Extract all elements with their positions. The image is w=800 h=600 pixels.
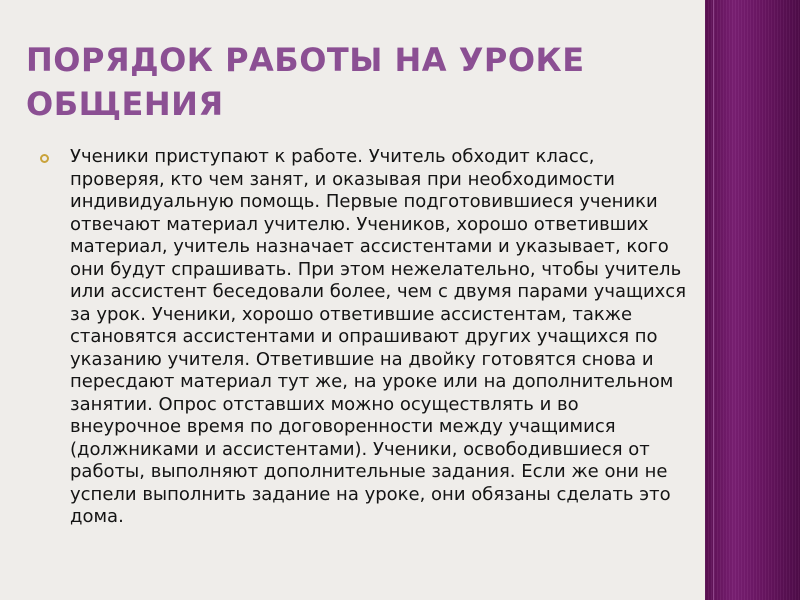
ring-bullet-icon (40, 154, 49, 163)
decorative-side-band (705, 0, 800, 600)
bullet-text: Ученики приступают к работе. Учитель обходит класс, проверяя, кто чем занят, и оказывая при необходимости индивидуальную помощь. Первые подготовившиеся ученики отвечают материал учителю. Учеников, хорошо ответивших материал, учитель назначает ассистентами и указывает, кого они будут спрашивать. При этом нежелательно, чтобы учитель или ассистент беседовали более, чем с двумя парами учащихся за урок. Ученики, хорошо ответившие ассистентам, также становятся ассистентами и опрашивают других учащихся по указанию учителя. Ответившие на двойку готовятся снова и пересдают материал тут же, на уроке или на дополнительном занятии. Опрос отставших можно осуществлять и во внеурочное время по договоренности между учащимися (должниками и ассистентами). Ученики, освободившиеся от работы, выполняют дополнительные задания. Если же они не успели выполнить задание на уроке, они обязаны сделать это дома. (70, 146, 687, 527)
slide-title: ПОРЯДОК РАБОТЫ НА УРОКЕ ОБЩЕНИЯ (26, 41, 585, 123)
